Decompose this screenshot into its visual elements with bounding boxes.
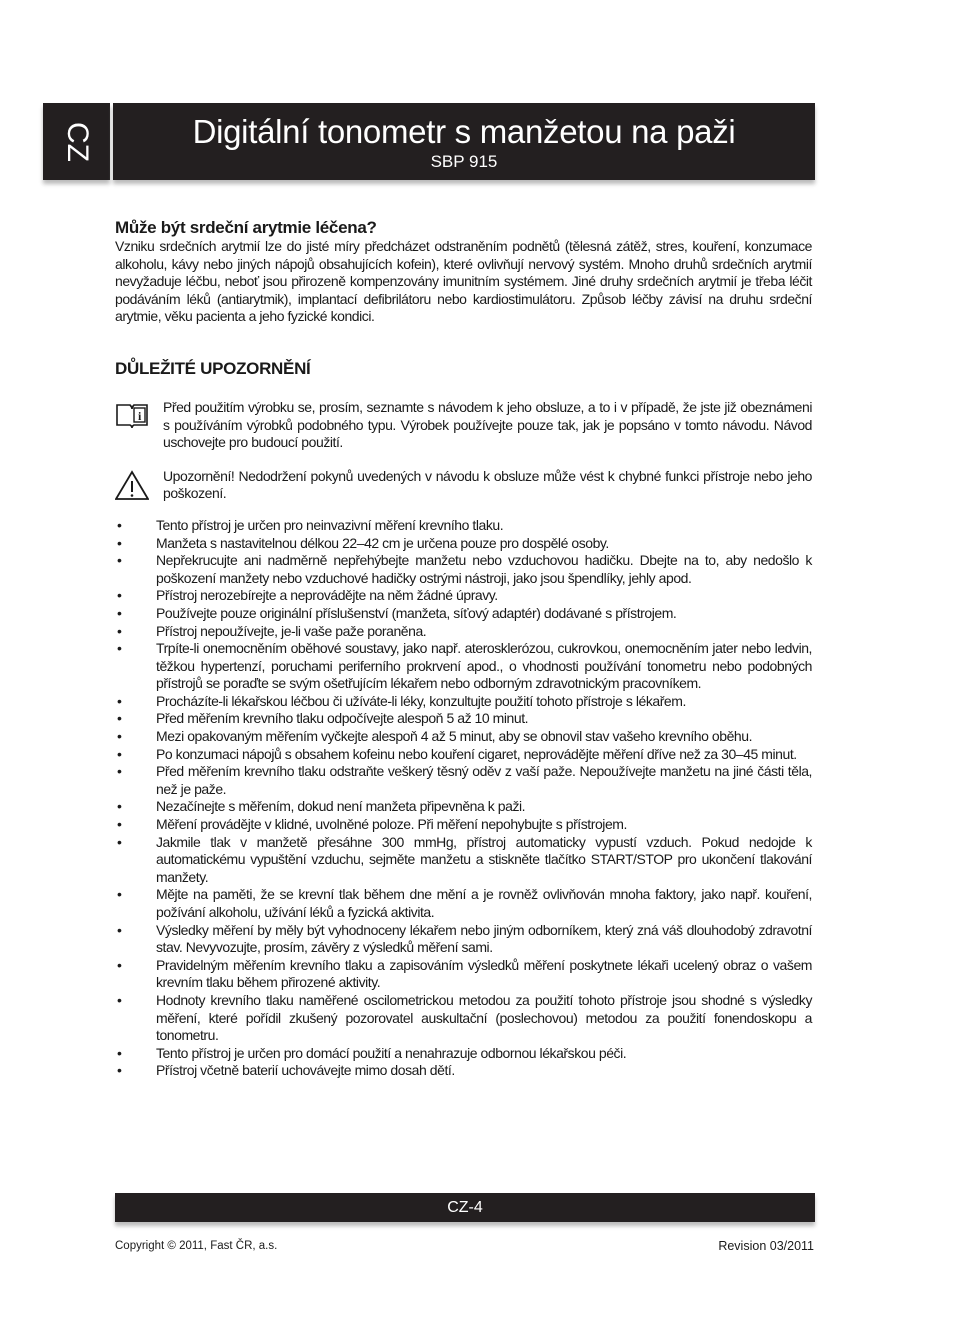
title-banner	[113, 103, 815, 180]
svg-text:i: i	[138, 408, 141, 423]
section-heading-arrhythmia: Může být srdeční arytmie léčena?	[115, 218, 377, 237]
section-heading-important: DŮLEŽITÉ UPOZORNĚNÍ	[115, 358, 311, 378]
list-item: • Manžeta s nastavitelnou délkou 22–42 cm je určena pouze pro dospělé osoby.	[115, 535, 812, 553]
list-item: • Tento přístroj je určen pro neinvazivní měření krevního tlaku.	[115, 517, 812, 535]
list-item: • Nepřekrucujte ani nadměrně nepřehýbejte manžetu nebo vzduchovou hadičku. Dbejte na to, aby nedošlo k poškození manžety nebo vzduchové hadičky ostrými nástroji, jako jsou špendlíky, jehly apod.	[115, 552, 812, 587]
copyright: Copyright © 2011, Fast ČR, a.s.	[115, 1240, 278, 1252]
list-item: • Měření provádějte v klidné, uvolněné poloze. Při měření nepohybujte s přístrojem.	[115, 816, 812, 834]
list-item: • Hodnoty krevního tlaku naměřené oscilometrickou metodou za použití tohoto přístroje jsou shodné s výsledky měření, které pořídil zkušený pozorovatel auskultační (poslechovou) metodou za použití fonendoskopu a tonometru.	[115, 992, 812, 1045]
safety-bullet-list	[115, 517, 812, 1080]
language-tab	[43, 103, 110, 180]
list-item: • Mějte na paměti, že se krevní tlak během dne mění a je rovněž ovlivňován mnoha faktory, jako např. kouření, požívání alkoholu, užívání léků a fyzická aktivita.	[115, 886, 812, 921]
page-header	[43, 103, 815, 180]
info-note	[115, 399, 812, 452]
list-item: • Přístroj nerozebírejte a neprovádějte na něm žádné úpravy.	[115, 587, 812, 605]
warning-note-text: Upozornění! Nedodržení pokynů uvedených v návodu k obsluze může vést k chybné funkci přístroje nebo jeho poškození.	[163, 467, 812, 502]
list-item: • Procházíte-li lékařskou léčbou či užíváte-li léky, konzultujte použití tohoto přístroje s lékařem.	[115, 693, 812, 711]
list-item: • Používejte pouze originální příslušenství (manžeta, síťový adaptér) dodávané s přístrojem.	[115, 605, 812, 623]
list-item: • Jakmile tlak v manžetě přesáhne 300 mmHg, přístroj automaticky vypustí vzduch. Pokud nedojde k automatickému vypuštění vzduchu, sejměte manžetu a stiskněte tlačítko START/STOP pro ukončení tlakování manžety.	[115, 834, 812, 887]
list-item: • Výsledky měření by měly být vyhodnoceny lékařem nebo jiným odborníkem, který zná váš dlouhodobý zdravotní stav. Nevyvozujte, prosím, závěry z výsledků měření sami.	[115, 922, 812, 957]
model-number: SBP 915	[430, 152, 498, 171]
list-item: • Pravidelným měřením krevního tlaku a zapisováním výsledků měření poskytnete lékaři ucelený obraz o vašem krevním tlaku během přirozené aktivity.	[115, 957, 812, 992]
list-item: • Mezi opakovaným měřením vyčkejte alespoň 4 až 5 minut, aby se obnovil stav vašeho krevního oběhu.	[115, 728, 812, 746]
info-note-text: Před použitím výrobku se, prosím, seznamte s návodem k jeho obsluze, a to i v případě, že jste již obeznámeni s používáním výrobků podobného typu. Výrobek používejte pouze tak, jak je popsáno v tomto návodu. Návod uschovejte pro budoucí použití.	[163, 398, 812, 451]
list-item: • Trpíte-li onemocněním oběhové soustavy, jako např. aterosklerózou, cukrovkou, onemocněním jater nebo ledvin, těžkou hypertenzí, poruchami periferního prokrvení apod., o vhodnosti používání tonometru nebo podobných přístrojů se poraďte se svým ošetřujícím lékařem nebo odborným zdravotnickým pracovníkem.	[115, 640, 812, 693]
document-body	[115, 218, 812, 1080]
revision: Revision 03/2011	[718, 1239, 814, 1253]
language-label: CZ	[60, 121, 94, 162]
list-item: • Přístroj včetně baterií uchovávejte mimo dosah dětí.	[115, 1062, 812, 1080]
list-item: • Přístroj nepoužívejte, je-li vaše paže poraněna.	[115, 623, 812, 641]
list-item: • Tento přístroj je určen pro domácí použití a nenahrazuje odbornou lékařskou péči.	[115, 1045, 812, 1063]
list-item: • Před měřením krevního tlaku odpočívejte alespoň 5 až 10 minut.	[115, 710, 812, 728]
list-item: • Nezačínejte s měřením, dokud není manžeta připevněna k paži.	[115, 798, 812, 816]
warning-icon	[115, 470, 149, 500]
manual-info-icon	[115, 401, 149, 431]
list-item: • Před měřením krevního tlaku odstraňte veškerý těsný oděv z vaší paže. Nepoužívejte manžetu na jiné části těla, než je paže.	[115, 763, 812, 798]
arrhythmia-paragraph: Vzniku srdečních arytmií lze do jisté míry předcházet odstraněním podnětů (tělesná zátěž, stres, kouření, konzumace alkoholu, kávy nebo jiných nápojů obsahujících kofein), které ovlivňují nervový systém. Mnoho druhů srdečních arytmií nevyžaduje léčbu, neboť jsou přirozeně kompenzovány imunitním systémem. Jiné druhy srdečních arytmií je třeba léčit podáváním léků (antiarytmik), implantací defibrilátoru nebo kardiostimulátoru. Způsob léčby závisí na druhu srdeční arytmie, věku pacienta a jeho fyzické kondici.	[115, 238, 812, 325]
page-number-bar	[115, 1193, 815, 1222]
warning-note	[115, 468, 812, 503]
page-number: CZ-4	[447, 1199, 483, 1216]
page-title: Digitální tonometr s manžetou na paži	[192, 113, 736, 150]
list-item: • Po konzumaci nápojů s obsahem kofeinu nebo kouření cigaret, neprovádějte měření dříve než za 30–45 minut.	[115, 746, 812, 764]
